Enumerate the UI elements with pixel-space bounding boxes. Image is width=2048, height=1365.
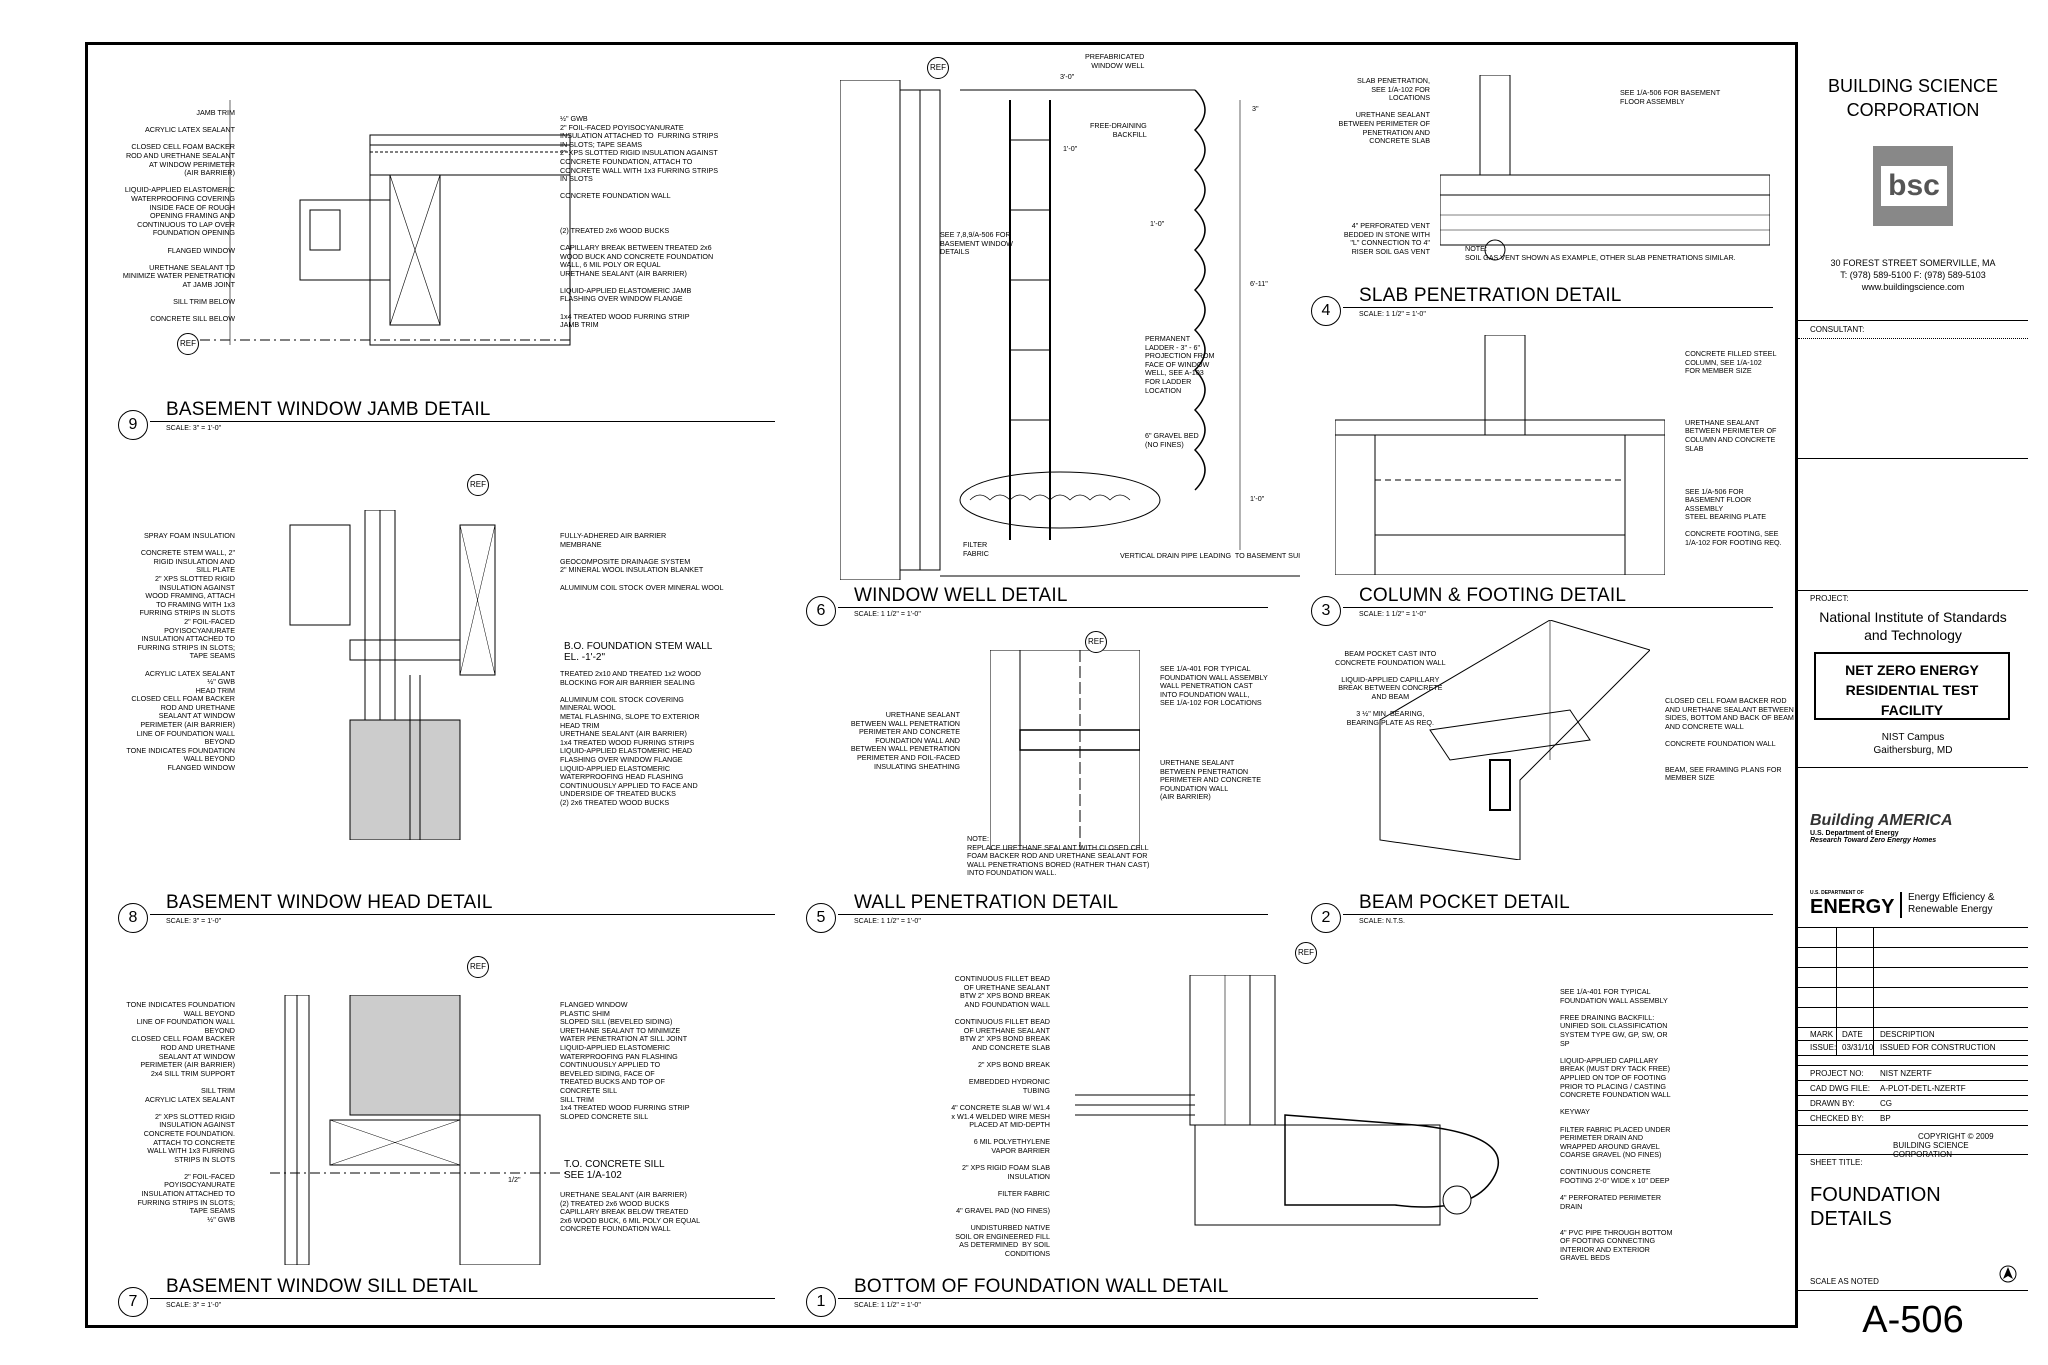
detail-title-rule	[1343, 307, 1773, 308]
detail-7-left-notes: TONE INDICATES FOUNDATION WALL BEYOND LINE OF FOUNDATION WALL BEYOND CLOSED CELL FOAM BACKER ROD AND URETHANE SEALANT AT WINDOW PERIMETER (AIR BARRIER) 2x4 SILL TRIM SUPPORT SILL TRIM ACRYLIC LATEX SEALANT 2" XPS SLOTTED RIGID INSULATION AGAINST CONCRETE FOUNDATION. ATTACH TO CONCRETE WALL WITH 1x3 FURRING STRIPS IN SLOTS 2" FOIL-FACED POYISOCYANURATE INSULATION ATTACHED TO FURRING STRIPS IN SLOTS; TAPE SEAMS ½" GWB	[126, 1000, 235, 1224]
detail-scale: SCALE: 1 1/2" = 1'-0"	[854, 1302, 921, 1309]
cad-file: A-PLOT-DETL-NZERTF	[1880, 1084, 1966, 1093]
north-arrow-icon	[1998, 1264, 2018, 1284]
copyright-firm: BUILDING SCIENCE CORPORATION	[1893, 1141, 1969, 1159]
sheet-title-line-1: FOUNDATION	[1810, 1184, 1941, 1206]
detail-8-right-notes: FULLY-ADHERED AIR BARRIER MEMBRANE GEOCOMPOSITE DRAINAGE SYSTEM 2" MINERAL WOOL INSULATION BLANKET ALUMINUM COIL STOCK OVER MINERAL WOOL	[560, 531, 724, 592]
divider	[1798, 1055, 2028, 1056]
detail-title-rule	[1343, 607, 1773, 608]
detail-title: BEAM POCKET DETAIL	[1359, 892, 1570, 913]
detail-5-right-notes-1: SEE 1/A-401 FOR TYPICAL FOUNDATION WALL ASSEMBLY WALL PENETRATION CAST INTO FOUNDATION WALL, SEE 1/A-102 FOR LOCATIONS	[1160, 664, 1268, 708]
divider	[1798, 1065, 2028, 1066]
divider	[1798, 1007, 2028, 1008]
cad-file-label: CAD DWG FILE:	[1810, 1084, 1871, 1093]
detail-6-window-well-note: PREFABRICATED WINDOW WELL	[1085, 52, 1145, 70]
detail-2-right-notes: CLOSED CELL FOAM BACKER ROD AND URETHANE SEALANT BETWEEN SIDES, BOTTOM AND BACK OF BEAM AND CONCRETE WALL CONCRETE FOUNDATION WALL BEAM, SEE FRAMING PLANS FOR MEMBER SIZE	[1665, 696, 1794, 783]
project-city: Gaithersburg, MD	[1873, 745, 1953, 756]
detail-number-badge: 6	[806, 596, 836, 626]
detail-title: BASEMENT WINDOW SILL DETAIL	[166, 1276, 479, 1297]
detail-scale: SCALE: 1 1/2" = 1'-0"	[854, 918, 921, 925]
detail-title: BOTTOM OF FOUNDATION WALL DETAIL	[854, 1276, 1229, 1297]
detail-5-drawing	[990, 650, 1140, 850]
detail-scale: SCALE: 3" = 1'-0"	[166, 1302, 222, 1309]
detail-title-rule	[838, 1298, 1538, 1299]
doe-energy: ENERGY	[1810, 896, 1895, 918]
detail-title-rule	[838, 914, 1268, 915]
divider	[1798, 967, 2028, 968]
building-america-tagline: Research Toward Zero Energy Homes	[1810, 837, 1937, 844]
detail-number-badge: 9	[118, 410, 148, 440]
divider	[1798, 1027, 2028, 1028]
building-america-wordmark: Building AMERICA	[1810, 812, 1953, 829]
detail-scale: SCALE: 3" = 1'-0"	[166, 425, 222, 432]
detail-title-rule	[150, 914, 775, 915]
title-block	[1795, 42, 2025, 1341]
detail-title-rule	[150, 421, 775, 422]
detail-7-drawing	[270, 995, 570, 1265]
detail-1-left-notes: CONTINUOUS FILLET BEAD OF URETHANE SEALANT BTW 2" XPS BOND BREAK AND FOUNDATION WALL CONTINUOUS FILLET BEAD OF URETHANE SEALANT BTW 2" XPS BOND BREAK AND CONCRETE SLAB 2" XPS BOND BREAK EMBEDDED HYDRONIC TUBING 4" CONCRETE SLAB W/ W1.4 x W1.4 WELDED WIRE MESH PLACED AT MID-DEPTH 6 MIL POLYETHYLENE VAPOR BARRIER 2" XPS RIGID FOAM SLAB INSULATION FILTER FABRIC 4" GRAVEL PAD (NO FINES) UNDISTURBED NATIVE SOIL OR ENGINEERED FILL AS DETERMINED BY SOIL CONDITIONS	[951, 974, 1050, 1258]
detail-scale: SCALE: 1 1/2" = 1'-0"	[1359, 611, 1426, 618]
detail-8-left-notes: SPRAY FOAM INSULATION CONCRETE STEM WALL, 2" RIGID INSULATION AND SILL PLATE 2" XPS SLOTTED RIGID INSULATION AGAINST WOOD FRAMING, ATTACH TO FRAMING WITH 1x3 FURRING STRIPS IN SLOTS 2" FOIL-FACED POYISOCYANURATE INSULATION ATTACHED TO FURRING STRIPS IN SLOTS; TAPE SEAMS ACRYLIC LATEX SEALANT ½" GWB HEAD TRIM CLOSED CELL FOAM BACKER ROD AND URETHANE SEALANT AT WINDOW PERIMETER (AIR BARRIER) LINE OF FOUNDATION WALL BEYOND TONE INDICATES FOUNDATION WALL BEYOND FLANGED WINDOW	[126, 531, 235, 773]
divider	[1798, 1125, 2028, 1126]
detail-1-drawing	[1075, 975, 1515, 1245]
detail-6-gravel-note: 6" GRAVEL BED (NO FINES)	[1145, 431, 1199, 449]
drawn-by: CG	[1880, 1099, 1892, 1108]
ref-tag: REF	[927, 57, 949, 79]
detail-title: WINDOW WELL DETAIL	[854, 585, 1068, 606]
detail-number-badge: 8	[118, 903, 148, 933]
divider	[1798, 320, 2028, 321]
bsc-logo-text: bsc	[1881, 166, 1947, 206]
project-title: NET ZERO ENERGY RESIDENTIAL TEST FACILITY	[1845, 662, 1979, 718]
detail-6-drawing	[840, 80, 1300, 580]
elevation-label: T.O. CONCRETE SILL	[564, 1159, 665, 1170]
detail-6-filter-note: FILTER FABRIC	[963, 540, 989, 558]
detail-6-dim-side: 6'-11"	[1250, 279, 1268, 288]
project-no-label: PROJECT NO:	[1810, 1069, 1864, 1078]
detail-number-badge: 1	[806, 1287, 836, 1317]
detail-7-right-notes-2: URETHANE SEALANT (AIR BARRIER) (2) TREATED 2x6 WOOD BUCKS CAPILLARY BREAK BELOW TREATED 2x6 WOOD BUCK, 6 MIL POLY OR EQUAL CONCRETE FOUNDATION WALL	[560, 1190, 701, 1234]
doe-small: U.S. DEPARTMENT OF	[1810, 890, 1864, 896]
detail-9-right-notes: ½" GWB 2" FOIL-FACED POYISOCYANURATE INSULATION ATTACHED TO FURRING STRIPS IN SLOTS; TAPE SEAMS 2" XPS SLOTTED RIGID INSULATION AGAINST CONCRETE FOUNDATION, ATTACH TO CONCRETE WALL WITH 1x3 FURRING STRIPS IN SLOTS CONCRETE FOUNDATION WALL (2) TREATED 2x6 WOOD BUCKS CAPILLARY BREAK BETWEEN TREATED 2x6 WOOD BUCK AND CONCRETE FOUNDATION WALL, 6 MIL POLY OR EQUAL URETHANE SEALANT (AIR BARRIER) LIQUID-APPLIED ELASTOMERIC JAMB FLASHING OVER WINDOW FLANGE 1x4 TREATED WOOD FURRING STRIP JAMB TRIM	[560, 114, 719, 330]
detail-title: BASEMENT WINDOW JAMB DETAIL	[166, 399, 491, 420]
detail-title-rule	[150, 1298, 775, 1299]
ref-tag: REF	[1085, 631, 1107, 653]
detail-7-right-notes: FLANGED WINDOW PLASTIC SHIM SLOPED SILL (BEVELED SIDING) URETHANE SEALANT TO MINIMIZE WATER PENETRATION AT SILL JOINT LIQUID-APPLIED ELASTOMERIC WATERPROOFING PAN FLASHING CONTINUOUSLY APPLIED TO BEVELED SIDING, FACE OF TREATED BUCKS AND TOP OF CONCRETE SILL SILL TRIM 1x4 TREATED WOOD FURRING STRIP SLOPED CONCRETE SILL	[560, 1000, 690, 1121]
detail-number-badge: 3	[1311, 596, 1341, 626]
divider	[1798, 1154, 2028, 1155]
detail-8-drawing	[270, 510, 510, 840]
firm-phone: T: (978) 589-5100 F: (978) 589-5103	[1840, 270, 1986, 280]
detail-6-dim-rung: 1'-0"	[1150, 219, 1165, 228]
eere-text: Energy Efficiency & Renewable Energy	[1908, 892, 1995, 915]
sheet-number: A-506	[1862, 1299, 1964, 1341]
bsc-logo	[1873, 146, 1953, 226]
copyright: COPYRIGHT © 2009	[1918, 1132, 1994, 1141]
rev-header-mark: MARK	[1810, 1030, 1834, 1039]
issue-label: ISSUE:	[1810, 1043, 1837, 1052]
detail-number-badge: 4	[1311, 296, 1341, 326]
detail-2-left-notes: BEAM POCKET CAST INTO CONCRETE FOUNDATION WALL LIQUID-APPLIED CAPILLARY BREAK BETWEEN CONCRETE AND BEAM 3 ½" MIN. BEARING, BEARING PLATE AS REQ.	[1335, 649, 1446, 727]
ref-tag: REF	[1295, 942, 1317, 964]
consultant-label: CONSULTANT:	[1810, 325, 1865, 334]
detail-7-elevation	[564, 1159, 665, 1181]
building-america-logo	[1810, 812, 2010, 862]
checked-by-label: CHECKED BY:	[1810, 1114, 1864, 1123]
doe-divider	[1900, 892, 1902, 918]
elevation-value: SEE 1/A-102	[564, 1170, 622, 1181]
checked-by: BP	[1880, 1114, 1891, 1123]
detail-5-note: NOTE: REPLACE URETHANE SEALANT WITH CLOSED CELL FOAM BACKER ROD AND URETHANE SEALANT FOR WALL PENETRATIONS BORED (RATHER THAN CAST) INTO FOUNDATION WALL.	[967, 834, 1150, 878]
firm-website: www.buildingscience.com	[1861, 282, 1965, 292]
divider	[1798, 1080, 2028, 1081]
divider	[1798, 338, 2028, 339]
detail-title-rule	[838, 607, 1268, 608]
project-title-box	[1814, 652, 2010, 720]
project-campus: NIST Campus	[1881, 732, 1945, 743]
detail-6-dim-top: 3'-0"	[1060, 72, 1075, 81]
detail-number-badge: 7	[118, 1287, 148, 1317]
detail-number-badge: 2	[1311, 903, 1341, 933]
detail-title: COLUMN & FOOTING DETAIL	[1359, 585, 1627, 606]
detail-scale: SCALE: 3" = 1'-0"	[166, 918, 222, 925]
divider	[1798, 1095, 2028, 1096]
project-label: PROJECT:	[1810, 594, 1849, 603]
detail-scale: SCALE: 1 1/2" = 1'-0"	[854, 611, 921, 618]
project-name: National Institute of Standards and Technology	[1819, 609, 2007, 643]
detail-4-note: NOTE: SOIL GAS VENT SHOWN AS EXAMPLE, OTHER SLAB PENETRATIONS SIMILAR.	[1465, 244, 1736, 262]
divider	[1798, 458, 2028, 459]
ref-tag: REF	[467, 474, 489, 496]
doe-energy-logo	[1810, 890, 2015, 922]
detail-3-right-notes: CONCRETE FILLED STEEL COLUMN, SEE 1/A-102 FOR MEMBER SIZE URETHANE SEALANT BETWEEN PERIMETER OF COLUMN AND CONCRETE SLAB SEE 1/A-506 FOR BASEMENT FLOOR ASSEMBLY STEEL BEARING PLATE CONCRETE FOOTING, SEE 1/A-102 FOR FOOTING REQ.	[1685, 349, 1782, 548]
ref-tag: REF	[467, 956, 489, 978]
detail-4-vent-notes: 4" PERFORATED VENT BEDDED IN STONE WITH "L" CONNECTION TO 4" RISER SOIL GAS VENT	[1343, 221, 1430, 256]
sheet-title-line-2: DETAILS	[1810, 1208, 1892, 1230]
rev-col-divider	[1836, 927, 1837, 1055]
divider	[1798, 767, 2028, 768]
elevation-label: B.O. FOUNDATION STEM WALL	[564, 641, 713, 652]
rev-header-date: DATE	[1842, 1030, 1863, 1039]
rev-col-divider	[1873, 927, 1874, 1055]
detail-5-left-notes: URETHANE SEALANT BETWEEN WALL PENETRATION PERIMETER AND CONCRETE FOUNDATION WALL AND BETWEEN WALL PENETRATION PERIMETER AND FOIL-FACED INSULATING SHEATHING	[850, 710, 960, 771]
divider	[1798, 947, 2028, 948]
scale-note: SCALE AS NOTED	[1810, 1277, 1879, 1286]
detail-title: BASEMENT WINDOW HEAD DETAIL	[166, 892, 493, 913]
elevation-value: EL. -1'-2"	[564, 652, 606, 663]
detail-6-drain-note: VERTICAL DRAIN PIPE LEADING TO BASEMENT SUI	[1120, 551, 1301, 560]
rev-header-description: DESCRIPTION	[1880, 1030, 1935, 1039]
detail-title: SLAB PENETRATION DETAIL	[1359, 285, 1622, 306]
firm-address: 30 FOREST STREET SOMERVILLE, MA	[1830, 258, 1996, 268]
detail-6-see-note: SEE 7,8,9/A-506 FOR BASEMENT WINDOW DETAILS	[940, 230, 1013, 257]
project-no: NIST NZERTF	[1880, 1069, 1932, 1078]
detail-4-right-notes: SEE 1/A-506 FOR BASEMENT FLOOR ASSEMBLY	[1620, 88, 1721, 106]
detail-number-badge: 5	[806, 903, 836, 933]
divider	[1798, 590, 2028, 591]
detail-4-drawing	[1440, 75, 1770, 265]
detail-title: WALL PENETRATION DETAIL	[854, 892, 1119, 913]
drawn-by-label: DRAWN BY:	[1810, 1099, 1855, 1108]
detail-6-dim-small: 3"	[1252, 104, 1259, 113]
building-america-doe: U.S. Department of Energy	[1810, 830, 1899, 837]
divider	[1798, 987, 2028, 988]
ref-tag: REF	[177, 333, 199, 355]
detail-title-rule	[1343, 914, 1773, 915]
divider	[1798, 1110, 2028, 1111]
divider	[1798, 1040, 2028, 1041]
detail-9-left-notes: JAMB TRIM ACRYLIC LATEX SEALANT CLOSED CELL FOAM BACKER ROD AND URETHANE SEALANT AT WINDOW PERIMETER (AIR BARRIER) LIQUID-APPLIED ELASTOMERIC WATERPROOFING COVERING INSIDE FACE OF ROUGH OPENING FRAMING AND CONTINUOUS TO LAP OVER FOUNDATION OPENING FLANGED WINDOW URETHANE SEALANT TO MINIMIZE WATER PENETRATION AT JAMB JOINT SILL TRIM BELOW CONCRETE SILL BELOW	[122, 108, 235, 324]
issue-description: ISSUED FOR CONSTRUCTION	[1880, 1043, 1996, 1052]
detail-8-elevation	[564, 641, 712, 663]
detail-6-ladder-note: PERMANENT LADDER - 3" - 6" PROJECTION FROM FACE OF WINDOW WELL, SEE A-103 FOR LADDER LOCATION	[1145, 334, 1215, 395]
detail-7-dimension: 1/2"	[508, 1175, 521, 1184]
detail-8-right-notes-2: TREATED 2x10 AND TREATED 1x2 WOOD BLOCKING FOR AIR BARRIER SEALING ALUMINUM COIL STOCK COVERING MINERAL WOOL METAL FLASHING, SLOPE TO EXTERIOR HEAD TRIM URETHANE SEALANT (AIR BARRIER) 1x4 TREATED WOOD FURRING STRIPS LIQUID-APPLIED ELASTOMERIC HEAD FLASHING OVER WINDOW FLANGE LIQUID-APPLIED ELASTOMERIC WATERPROOFING HEAD FLASHING CONTINUOUSLY APPLIED TO FACE AND UNDERSIDE OF TREATED BUCKS (2) 2x6 TREATED WOOD BUCKS	[560, 669, 701, 807]
detail-scale: SCALE: N.T.S.	[1359, 918, 1405, 925]
detail-6-dim-bot: 1'-0"	[1250, 494, 1265, 503]
detail-6-dim-mid: 1'-0"	[1063, 144, 1078, 153]
detail-5-right-notes-2: URETHANE SEALANT BETWEEN PENETRATION PERIMETER AND CONCRETE FOUNDATION WALL (AIR BARRIER)	[1160, 758, 1262, 802]
detail-3-drawing	[1335, 335, 1665, 575]
detail-1-right-notes: SEE 1/A-401 FOR TYPICAL FOUNDATION WALL ASSEMBLY FREE DRAINING BACKFILL: UNIFIED SOIL CLASSIFICATION SYSTEM TYPE GW, GP, SW, OR SP LIQUID-APPLIED CAPILLARY BREAK (MUST DRY TACK FREE) APPLIED ON TOP OF FOOTING PRIOR TO PLACING / CASTING CONCRETE FOUNDATION WALL KEYWAY FILTER FABRIC PLACED UNDER PERIMETER DRAIN AND WRAPPED AROUND GRAVEL COARSE GRAVEL (NO FINES) CONTINUOUS CONCRETE FOOTING 2'-0" WIDE x 10" DEEP 4" PERFORATED PERIMETER DRAIN 4" PVC PIPE THROUGH BOTTOM OF FOOTING CONNECTING INTERIOR AND EXTERIOR GRAVEL BEDS	[1560, 987, 1673, 1263]
issue-date: 03/31/10	[1842, 1043, 1874, 1052]
firm-name: BUILDING SCIENCE CORPORATION	[1827, 76, 1999, 120]
divider	[1798, 927, 2028, 928]
detail-6-backfill-note: FREE-DRAINING BACKFILL	[1090, 121, 1147, 139]
detail-scale: SCALE: 1 1/2" = 1'-0"	[1359, 311, 1426, 318]
sheet-title-label: SHEET TITLE:	[1810, 1158, 1863, 1167]
detail-4-left-notes: SLAB PENETRATION, SEE 1/A-102 FOR LOCATIONS URETHANE SEALANT BETWEEN PERIMETER OF PENETRATION AND CONCRETE SLAB	[1338, 76, 1430, 146]
